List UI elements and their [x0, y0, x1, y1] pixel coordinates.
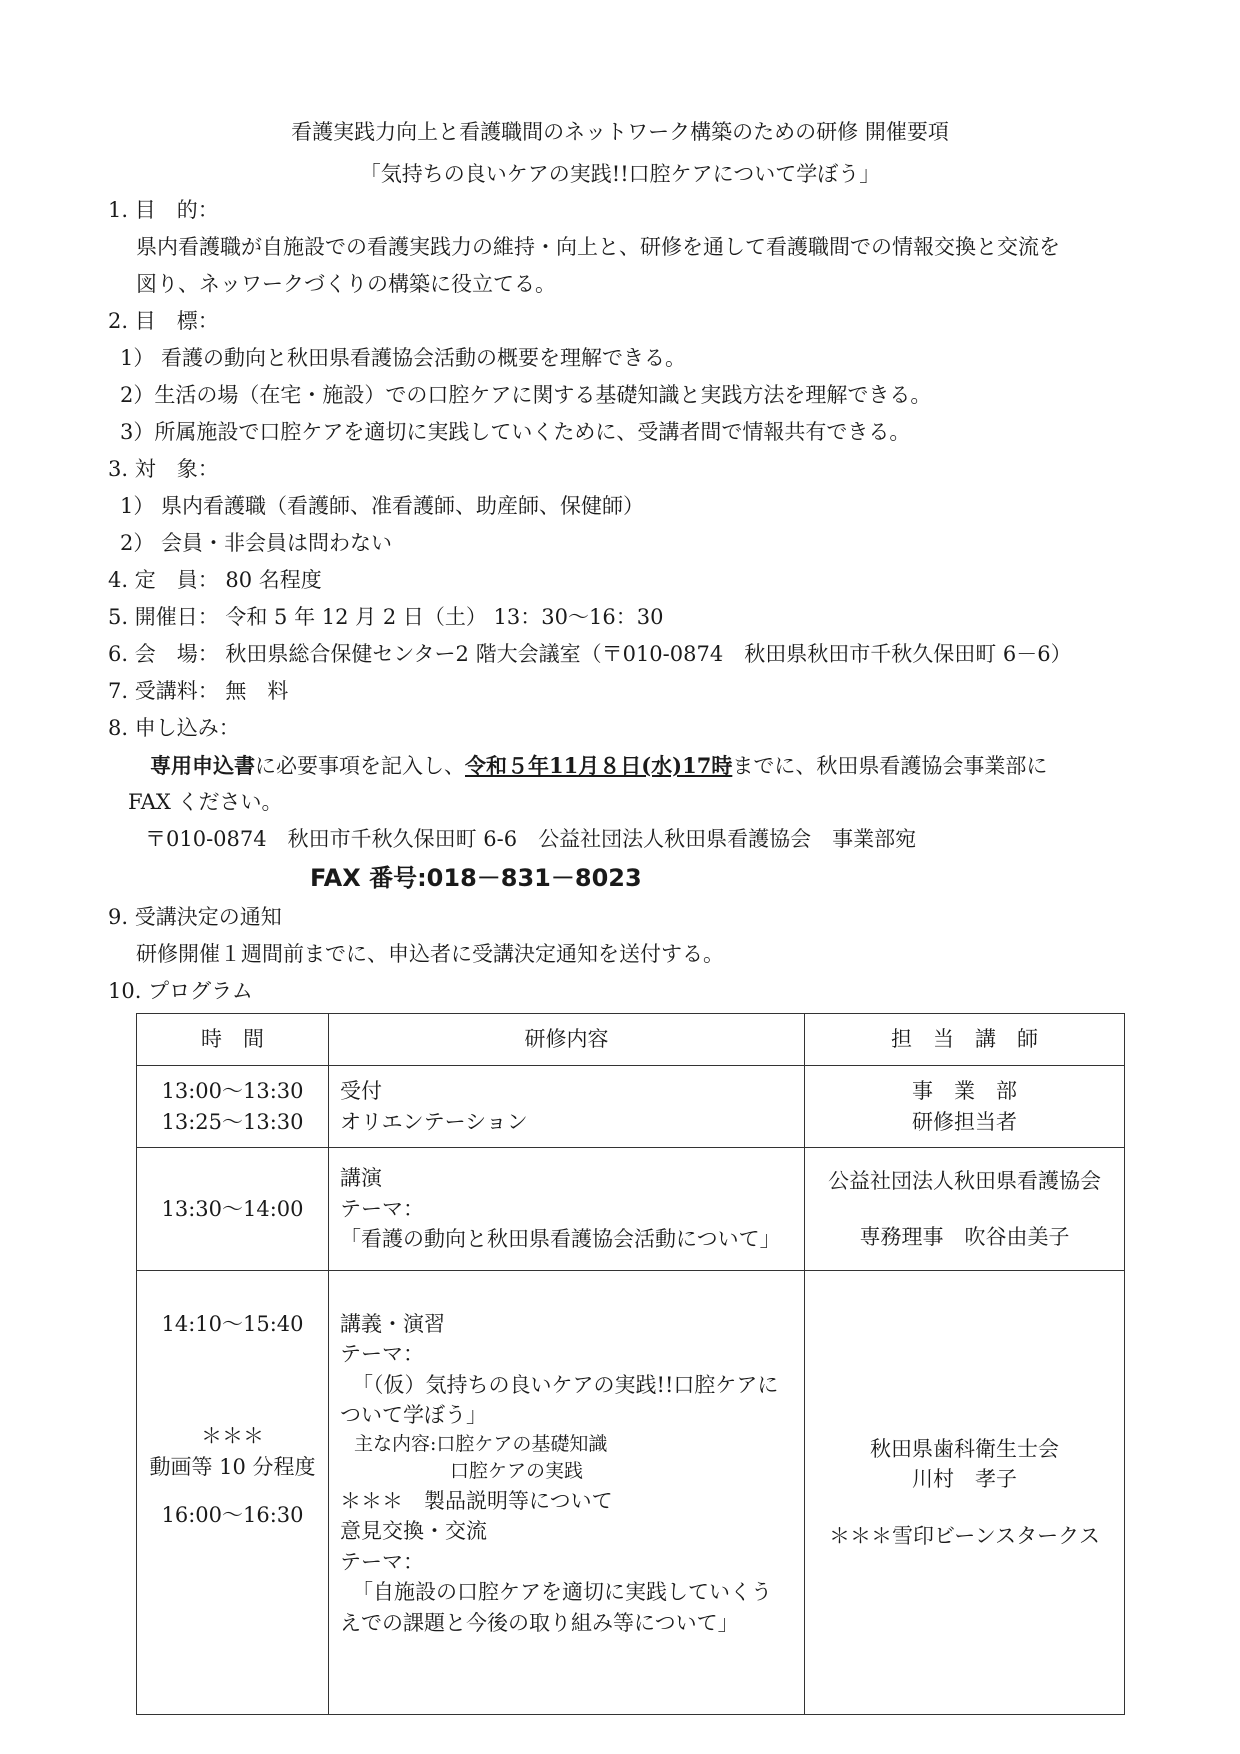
fax-number: FAX 番号:018－831－8023	[310, 864, 642, 892]
program-table	[136, 1013, 1125, 1715]
row1-lecturer-cell	[805, 1066, 1125, 1148]
application-text-a: に必要事項を記入し、	[255, 754, 465, 778]
row3-content-4: ついて学ぼう」	[340, 1403, 487, 1428]
row2-content-1: 講演	[340, 1166, 382, 1191]
program-header-row	[137, 1014, 1125, 1066]
header-content: 研修内容	[329, 1014, 805, 1066]
row1-lecturer-1: 事 業 部	[912, 1079, 1017, 1104]
application-heading: 8. 申し込み：	[108, 716, 240, 740]
row1-content-cell	[329, 1066, 805, 1148]
notice-heading: 9. 受講決定の通知	[108, 905, 282, 929]
row1-time-1: 13:00～13:30	[161, 1079, 304, 1104]
row3-lecturer-gap	[805, 1495, 1124, 1521]
notice-text: 研修開催１週間前までに、申込者に受講決定通知を送付する。	[136, 942, 724, 966]
row3-content-cell	[329, 1271, 805, 1715]
program-row-lecture	[137, 1148, 1125, 1271]
target-item-1: 1） 県内看護職（看護師、准看護師、助産師、保健師）	[120, 494, 645, 518]
row3-content-9: テーマ：	[340, 1549, 424, 1574]
document-title: 看護実践力向上と看護職間のネットワーク構築のための研修 開催要項	[291, 120, 949, 144]
row1-content-1: 受付	[340, 1079, 382, 1104]
row2-lecturer-1: 公益社団法人秋田県看護協会	[828, 1168, 1101, 1193]
header-time: 時 間	[137, 1014, 329, 1066]
row1-time-2: 13:25～13:30	[161, 1109, 304, 1134]
header-lecturer: 担 当 講 師	[805, 1014, 1125, 1066]
application-text-line-1	[150, 753, 1047, 779]
goal-item-2: 2）生活の場（在宅・施設）での口腔ケアに関する基礎知識と実践方法を理解できる。	[120, 383, 932, 407]
row3-lecturer-3: ＊＊＊雪印ビーンスタークス	[829, 1523, 1100, 1548]
row1-time-cell	[137, 1066, 329, 1148]
purpose-text-line-2: 図り、ネッワークづくりの構築に役立てる。	[136, 272, 556, 296]
row3-time-2: ＊＊＊	[201, 1424, 264, 1449]
target-item-2: 2） 会員・非会員は問わない	[120, 531, 393, 555]
row1-content-2: オリエンテーション	[340, 1109, 528, 1134]
program-heading: 10. プログラム	[108, 979, 253, 1003]
row2-content-2: テーマ：	[340, 1196, 424, 1221]
row3-content-3: 「（仮）気持ちの良いケアの実践!!口腔ケアに	[352, 1372, 779, 1397]
purpose-text-line-1: 県内看護職が自施設での看護実践力の維持・向上と、研修を通して看護職間での情報交換と交流を	[136, 235, 1060, 259]
document-subtitle: 「気持ちの良いケアの実践!!口腔ケアについて学ぼう」	[359, 162, 881, 186]
venue-line: 6. 会 場： 秋田県総合保健センター2 階大会議室（〒010-0874 秋田県秋田市千秋久保田町 6－6）	[108, 642, 1072, 666]
purpose-heading: 1. 目 的：	[108, 198, 219, 222]
application-text-b: までに、秋田県看護協会事業部に	[732, 754, 1048, 778]
application-address: 〒010-0874 秋田市千秋久保田町 6-6 公益社団法人秋田県看護協会 事業部宛	[145, 827, 917, 851]
row2-content-cell	[329, 1148, 805, 1271]
goals-heading: 2. 目 標：	[108, 309, 219, 333]
row2-time-cell	[137, 1148, 329, 1271]
row2-lecturer-gap	[805, 1196, 1124, 1222]
row3-content-5: 主な内容:口腔ケアの基礎知識	[354, 1432, 608, 1455]
row3-time-3: 動画等 10 分程度	[149, 1454, 316, 1479]
application-form-name: 専用申込書	[150, 753, 255, 778]
program-row-reception	[137, 1066, 1125, 1148]
goal-item-3: 3）所属施設で口腔ケアを適切に実践していくために、受講者間で情報共有できる。	[120, 420, 911, 444]
goal-item-1: 1） 看護の動向と秋田県看護協会活動の概要を理解できる。	[120, 346, 687, 370]
row3-time-cell	[137, 1271, 329, 1715]
row3-content-11: えでの課題と今後の取り組み等について」	[340, 1610, 739, 1635]
row3-time-1: 14:10～15:40	[161, 1312, 304, 1336]
row1-lecturer-2: 研修担当者	[912, 1109, 1017, 1134]
row3-content-7: ＊＊＊ 製品説明等について	[340, 1488, 613, 1513]
fee-line: 7. 受講料： 無 料	[108, 679, 289, 703]
row2-content-3: 「看護の動向と秋田県看護協会活動について」	[340, 1227, 781, 1252]
row3-lecturer-cell	[805, 1271, 1125, 1715]
date-line: 5. 開催日： 令和 5 年 12 月 2 日（土） 13：30～16：30	[108, 605, 664, 629]
application-text-line-2: FAX ください。	[128, 790, 283, 814]
row3-lecturer-1: 秋田県歯科衛生士会	[870, 1436, 1059, 1461]
row3-content-6: 口腔ケアの実践	[450, 1460, 584, 1483]
row3-lecturer-2: 川村 孝子	[912, 1467, 1017, 1492]
row3-content-1: 講義・演習	[340, 1312, 445, 1336]
row3-content-10: 「自施設の口腔ケアを適切に実践していくう	[352, 1580, 772, 1605]
capacity-line: 4. 定 員： 80 名程度	[108, 568, 322, 592]
row2-time: 13:30～14:00	[161, 1196, 304, 1221]
application-deadline: 令和５年11月８日(水)17時	[465, 753, 733, 778]
row3-time-4: 16:00～16:30	[161, 1503, 304, 1528]
row3-content-2: テーマ：	[340, 1342, 424, 1367]
target-heading: 3. 対 象：	[108, 457, 219, 481]
row2-lecturer-cell	[805, 1148, 1125, 1271]
row3-content-8: 意見交換・交流	[340, 1519, 487, 1544]
row2-lecturer-2: 専務理事 吹谷由美子	[859, 1225, 1070, 1249]
program-row-workshop	[137, 1271, 1125, 1715]
